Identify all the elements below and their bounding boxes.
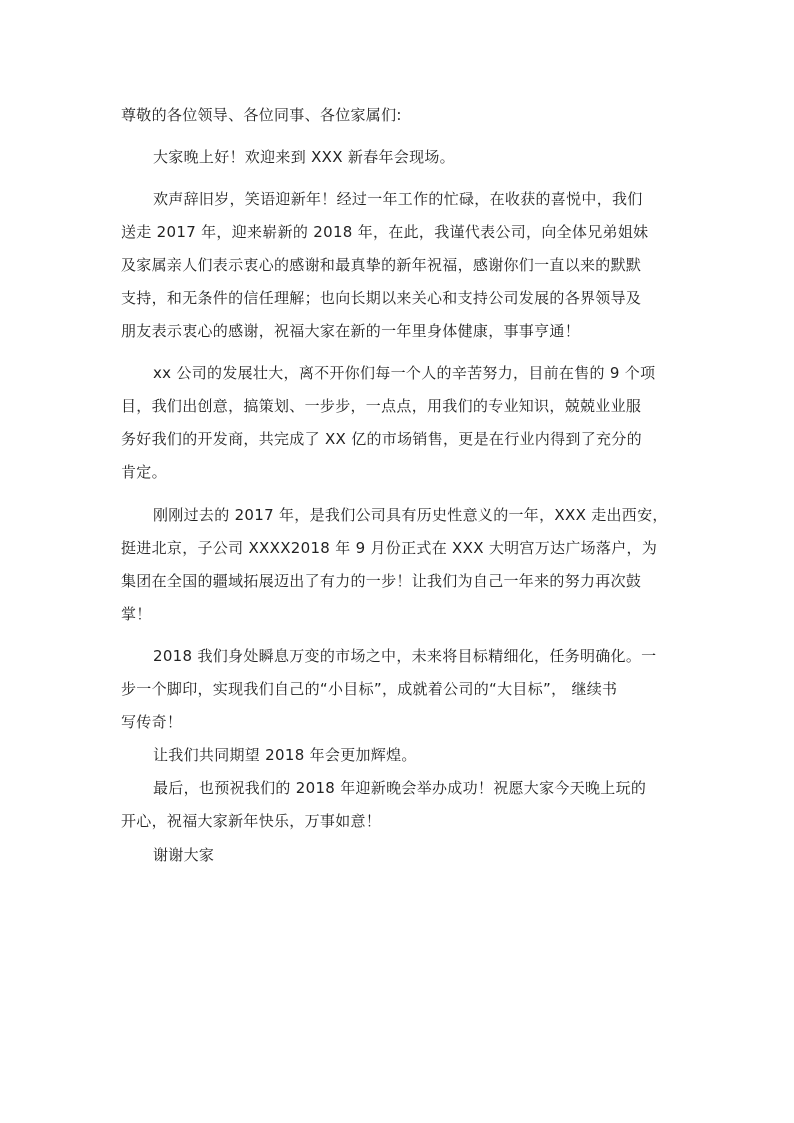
paragraph-line: 开心，祝福大家新年快乐，万事如意！: [121, 812, 382, 830]
paragraph-line: 目，我们出创意，搞策划、一步步，一点点，用我们的专业知识，兢兢业业服: [121, 397, 642, 415]
paragraph-line: xx 公司的发展壮大，离不开你们每一个人的辛苦努力，目前在售的 9 个项: [153, 364, 656, 382]
paragraph-line: 谢谢大家: [153, 846, 215, 864]
paragraph-line: 刚刚过去的 2017 年，是我们公司具有历史性意义的一年，XXX 走出西安，: [153, 506, 668, 524]
paragraph-line: 送走 2017 年，迎来崭新的 2018 年，在此，我谨代表公司，向全体兄弟姐妹: [121, 223, 649, 241]
paragraph-line: 朋友表示衷心的感谢，祝福大家在新的一年里身体健康，事事亨通！: [121, 322, 581, 340]
paragraph-line: 及家属亲人们表示衷心的感谢和最真挚的新年祝福，感谢你们一直以来的默默: [121, 256, 642, 274]
paragraph-line: 最后，也预祝我们的 2018 年迎新晚会举办成功！祝愿大家今天晚上玩的: [153, 779, 647, 797]
paragraph-line: 肯定。: [121, 463, 167, 481]
paragraph-line: 让我们共同期望 2018 年会更加辉煌。: [153, 746, 417, 764]
paragraph-line: 2018 我们身处瞬息万变的市场之中，未来将目标精细化，任务明确化。一: [153, 647, 657, 665]
paragraph-line: 支持，和无条件的信任理解；也向长期以来关心和支持公司发展的各界领导及: [121, 289, 642, 307]
greeting: 尊敬的各位领导、各位同事、各位家属们:: [121, 106, 402, 124]
paragraph-line: 写传奇！: [121, 713, 183, 731]
paragraph-line: 务好我们的开发商，共完成了 XX 亿的市场销售，更是在行业内得到了充分的: [121, 430, 642, 448]
paragraph-line: 大家晚上好！欢迎来到 XXX 新春年会现场。: [153, 148, 455, 166]
paragraph-line: 集团在全国的疆域拓展迈出了有力的一步！让我们为自己一年来的努力再次鼓: [121, 572, 642, 590]
paragraph-line: 掌！: [121, 605, 152, 623]
paragraph-line: 挺进北京，子公司 XXXX2018 年 9 月份正式在 XXX 大明宫万达广场落户，为: [121, 539, 658, 557]
paragraph-line: 步一个脚印，实现我们自己的“小目标”，成就着公司的“大目标”， 继续书: [121, 680, 618, 698]
paragraph-line: 欢声辞旧岁，笑语迎新年！经过一年工作的忙碌，在收获的喜悦中，我们: [153, 190, 643, 208]
